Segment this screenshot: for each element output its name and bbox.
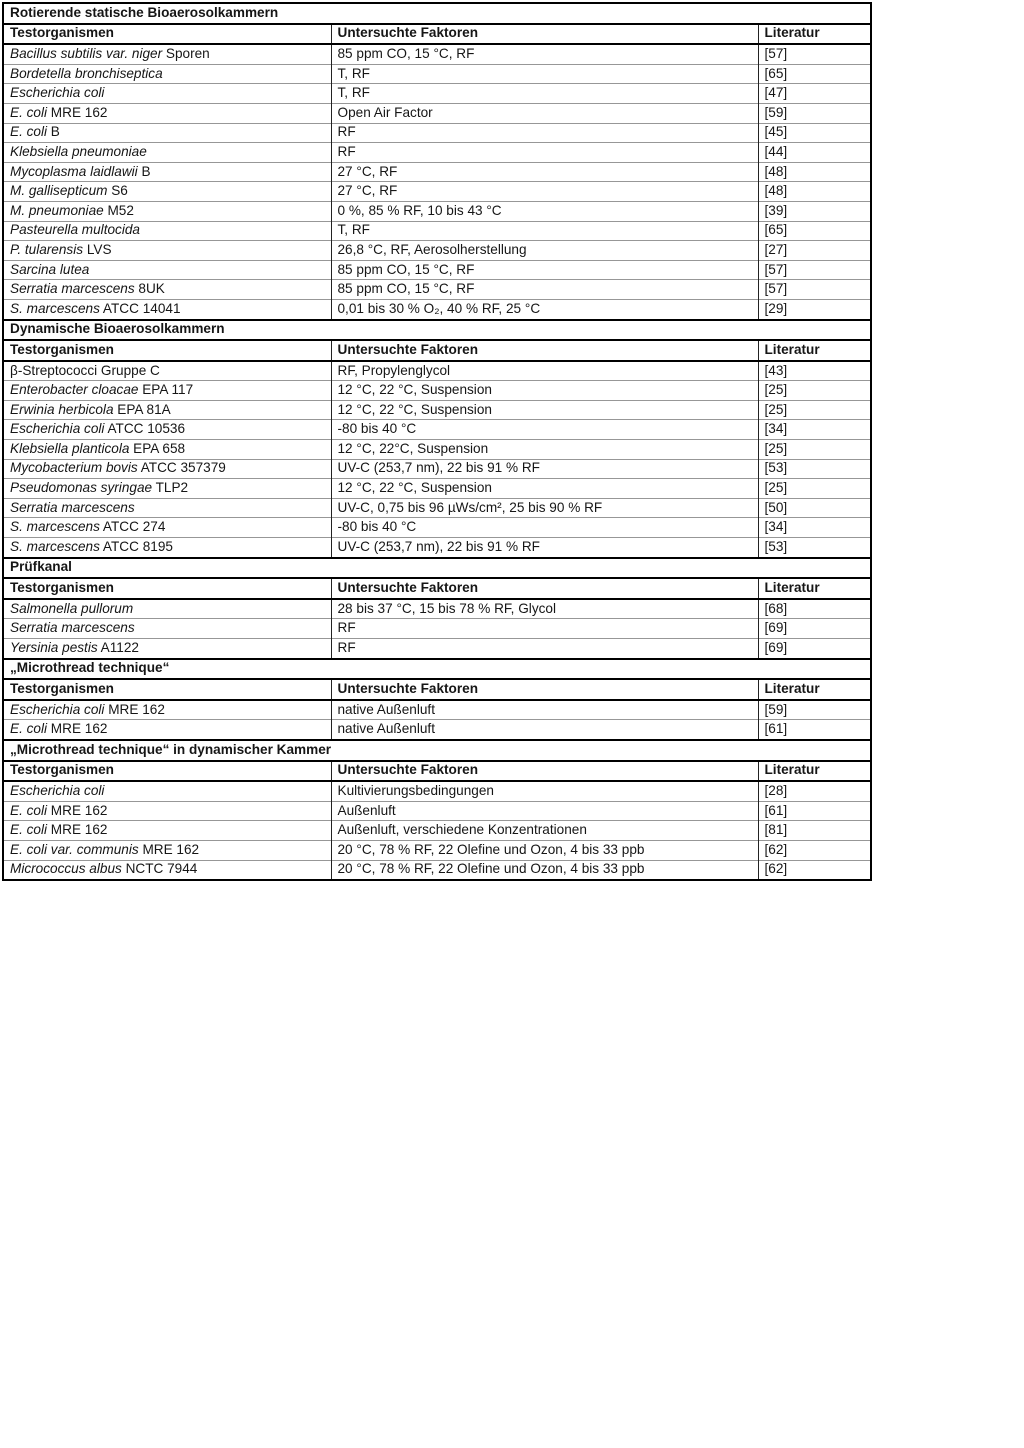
organism-cell bbox=[3, 599, 331, 619]
factors-cell: Kultivierungsbedingungen bbox=[331, 781, 758, 801]
organism-name: Enterobacter cloacae bbox=[10, 382, 139, 398]
factors-cell: RF bbox=[331, 143, 758, 163]
table-row bbox=[3, 599, 871, 619]
organism-strain: TLP2 bbox=[152, 480, 189, 496]
table-row bbox=[3, 280, 871, 300]
literatur-cell: [47] bbox=[758, 84, 871, 104]
literatur-cell: [48] bbox=[758, 182, 871, 202]
organism-cell bbox=[3, 260, 331, 280]
column-header-untersuchte-faktoren: Untersuchte Faktoren bbox=[331, 578, 758, 599]
organism-cell bbox=[3, 280, 331, 300]
factors-cell: RF, Propylenglycol bbox=[331, 361, 758, 381]
organism-strain: M52 bbox=[103, 202, 134, 218]
section-title: Rotierende statische Bioaerosolkammern bbox=[3, 3, 871, 24]
organism-name: M. gallisepticum bbox=[10, 183, 108, 199]
literatur-cell: [27] bbox=[758, 241, 871, 261]
factors-cell: T, RF bbox=[331, 84, 758, 104]
organism-cell bbox=[3, 538, 331, 558]
organism-cell bbox=[3, 400, 331, 420]
organism-cell bbox=[3, 299, 331, 319]
organism-strain: MRE 162 bbox=[104, 701, 165, 717]
organism-cell bbox=[3, 720, 331, 740]
literatur-cell: [50] bbox=[758, 498, 871, 518]
organism-cell bbox=[3, 518, 331, 538]
table-row bbox=[3, 400, 871, 420]
factors-cell: 85 ppm CO, 15 °C, RF bbox=[331, 280, 758, 300]
organism-name: P. tularensis bbox=[10, 241, 84, 257]
table-row bbox=[3, 381, 871, 401]
factors-cell: 12 °C, 22°C, Suspension bbox=[331, 440, 758, 460]
bioaerosol-test-table bbox=[2, 2, 872, 881]
organism-cell bbox=[3, 103, 331, 123]
factors-cell: 28 bis 37 °C, 15 bis 78 % RF, Glycol bbox=[331, 599, 758, 619]
table-row bbox=[3, 720, 871, 740]
factors-cell: Open Air Factor bbox=[331, 103, 758, 123]
organism-strain: B bbox=[47, 124, 60, 140]
table-row bbox=[3, 420, 871, 440]
organism-name: E. coli bbox=[10, 822, 48, 838]
literatur-cell: [48] bbox=[758, 162, 871, 182]
factors-cell: UV-C (253,7 nm), 22 bis 91 % RF bbox=[331, 538, 758, 558]
factors-cell: 26,8 °C, RF, Aerosolherstellung bbox=[331, 241, 758, 261]
column-header-untersuchte-faktoren: Untersuchte Faktoren bbox=[331, 24, 758, 45]
organism-strain: ATCC 14041 bbox=[99, 300, 181, 316]
literatur-cell: [69] bbox=[758, 639, 871, 659]
organism-strain: B bbox=[137, 163, 151, 179]
organism-strain: EPA 117 bbox=[138, 382, 194, 398]
column-header-testorganismen: Testorganismen bbox=[3, 24, 331, 45]
column-header-untersuchte-faktoren: Untersuchte Faktoren bbox=[331, 679, 758, 700]
literatur-cell: [61] bbox=[758, 801, 871, 821]
column-header-literatur: Literatur bbox=[758, 578, 871, 599]
table-row bbox=[3, 162, 871, 182]
organism-name: E. coli bbox=[10, 104, 48, 120]
organism-cell bbox=[3, 840, 331, 860]
table-row bbox=[3, 260, 871, 280]
organism-cell bbox=[3, 700, 331, 720]
organism-name: E. coli var. communis bbox=[10, 841, 139, 857]
organism-name: Escherichia coli bbox=[10, 782, 105, 798]
organism-strain: β-Streptococci Gruppe C bbox=[10, 362, 160, 378]
factors-cell: 85 ppm CO, 15 °C, RF bbox=[331, 44, 758, 64]
section-title: Dynamische Bioaerosolkammern bbox=[3, 320, 871, 341]
table-row bbox=[3, 821, 871, 841]
table-row bbox=[3, 103, 871, 123]
table-row bbox=[3, 64, 871, 84]
literatur-cell: [59] bbox=[758, 700, 871, 720]
literatur-cell: [29] bbox=[758, 299, 871, 319]
column-header-untersuchte-faktoren: Untersuchte Faktoren bbox=[331, 340, 758, 361]
column-header-testorganismen: Testorganismen bbox=[3, 679, 331, 700]
literatur-cell: [45] bbox=[758, 123, 871, 143]
table-row bbox=[3, 538, 871, 558]
organism-name: Escherichia coli bbox=[10, 85, 105, 101]
column-header-testorganismen: Testorganismen bbox=[3, 761, 331, 782]
literatur-cell: [57] bbox=[758, 260, 871, 280]
organism-cell bbox=[3, 821, 331, 841]
organism-name: Erwinia herbicola bbox=[10, 401, 114, 417]
literatur-cell: [25] bbox=[758, 400, 871, 420]
table-row bbox=[3, 241, 871, 261]
factors-cell: 20 °C, 78 % RF, 22 Olefine und Ozon, 4 bis 33 ppb bbox=[331, 860, 758, 880]
literatur-cell: [25] bbox=[758, 381, 871, 401]
factors-cell: UV-C, 0,75 bis 96 µWs/cm², 25 bis 90 % RF bbox=[331, 498, 758, 518]
section-title: „Microthread technique“ bbox=[3, 659, 871, 680]
factors-cell: 12 °C, 22 °C, Suspension bbox=[331, 400, 758, 420]
literatur-cell: [53] bbox=[758, 459, 871, 479]
table-row bbox=[3, 639, 871, 659]
organism-name: Escherichia coli bbox=[10, 421, 105, 437]
factors-cell: 0,01 bis 30 % O₂, 40 % RF, 25 °C bbox=[331, 299, 758, 319]
factors-cell: T, RF bbox=[331, 64, 758, 84]
organism-cell bbox=[3, 498, 331, 518]
organism-name: Salmonella pullorum bbox=[10, 600, 134, 616]
organism-strain: LVS bbox=[83, 241, 112, 257]
literatur-cell: [69] bbox=[758, 619, 871, 639]
factors-cell: 85 ppm CO, 15 °C, RF bbox=[331, 260, 758, 280]
factors-cell: 27 °C, RF bbox=[331, 162, 758, 182]
table-row bbox=[3, 840, 871, 860]
section-title: Prüfkanal bbox=[3, 558, 871, 579]
section-row bbox=[3, 320, 871, 341]
organism-strain: EPA 81A bbox=[113, 401, 171, 417]
factors-cell: -80 bis 40 °C bbox=[331, 420, 758, 440]
table-row bbox=[3, 479, 871, 499]
column-header-testorganismen: Testorganismen bbox=[3, 340, 331, 361]
organism-name: Serratia marcescens bbox=[10, 281, 135, 297]
literatur-cell: [57] bbox=[758, 280, 871, 300]
organism-cell bbox=[3, 64, 331, 84]
table-row bbox=[3, 700, 871, 720]
organism-strain: ATCC 357379 bbox=[137, 460, 226, 476]
organism-strain: 8UK bbox=[134, 281, 165, 297]
organism-cell bbox=[3, 241, 331, 261]
factors-cell: 27 °C, RF bbox=[331, 182, 758, 202]
organism-cell bbox=[3, 361, 331, 381]
organism-cell bbox=[3, 860, 331, 880]
table-row bbox=[3, 44, 871, 64]
factors-cell: 20 °C, 78 % RF, 22 Olefine und Ozon, 4 bis 33 ppb bbox=[331, 840, 758, 860]
table-row bbox=[3, 781, 871, 801]
table-row bbox=[3, 860, 871, 880]
factors-cell: RF bbox=[331, 639, 758, 659]
organism-name: Pasteurella multocida bbox=[10, 222, 140, 238]
factors-cell: 0 %, 85 % RF, 10 bis 43 °C bbox=[331, 201, 758, 221]
literatur-cell: [62] bbox=[758, 860, 871, 880]
organism-name: Escherichia coli bbox=[10, 701, 105, 717]
organism-cell bbox=[3, 182, 331, 202]
section-row bbox=[3, 3, 871, 24]
literatur-cell: [34] bbox=[758, 420, 871, 440]
organism-strain: MRE 162 bbox=[47, 822, 108, 838]
column-header-literatur: Literatur bbox=[758, 24, 871, 45]
table-row bbox=[3, 518, 871, 538]
organism-name: Klebsiella planticola bbox=[10, 440, 130, 456]
section-title: „Microthread technique“ in dynamischer Kammer bbox=[3, 740, 871, 761]
organism-cell bbox=[3, 781, 331, 801]
organism-name: S. marcescens bbox=[10, 519, 100, 535]
organism-name: Yersinia pestis bbox=[10, 639, 98, 655]
literatur-cell: [39] bbox=[758, 201, 871, 221]
literatur-cell: [61] bbox=[758, 720, 871, 740]
organism-cell bbox=[3, 381, 331, 401]
literatur-cell: [53] bbox=[758, 538, 871, 558]
column-header-literatur: Literatur bbox=[758, 761, 871, 782]
organism-cell bbox=[3, 123, 331, 143]
literatur-cell: [57] bbox=[758, 44, 871, 64]
organism-name: S. marcescens bbox=[10, 300, 100, 316]
organism-cell bbox=[3, 162, 331, 182]
organism-cell bbox=[3, 639, 331, 659]
factors-cell: RF bbox=[331, 619, 758, 639]
factors-cell: T, RF bbox=[331, 221, 758, 241]
table-row bbox=[3, 201, 871, 221]
table-row bbox=[3, 84, 871, 104]
organism-name: Serratia marcescens bbox=[10, 620, 135, 636]
literatur-cell: [65] bbox=[758, 64, 871, 84]
organism-strain: NCTC 7944 bbox=[121, 861, 198, 877]
organism-name: Pseudomonas syringae bbox=[10, 480, 153, 496]
table-row bbox=[3, 221, 871, 241]
organism-name: Sarcina lutea bbox=[10, 261, 90, 277]
column-header-testorganismen: Testorganismen bbox=[3, 578, 331, 599]
table-row bbox=[3, 440, 871, 460]
column-header-row bbox=[3, 340, 871, 361]
organism-strain: EPA 658 bbox=[129, 440, 186, 456]
column-header-row bbox=[3, 578, 871, 599]
literatur-cell: [81] bbox=[758, 821, 871, 841]
literatur-cell: [25] bbox=[758, 440, 871, 460]
column-header-untersuchte-faktoren: Untersuchte Faktoren bbox=[331, 761, 758, 782]
factors-cell: 12 °C, 22 °C, Suspension bbox=[331, 479, 758, 499]
section-row bbox=[3, 740, 871, 761]
table-row bbox=[3, 143, 871, 163]
organism-strain: MRE 162 bbox=[138, 841, 200, 857]
factors-cell: -80 bis 40 °C bbox=[331, 518, 758, 538]
section-row bbox=[3, 659, 871, 680]
organism-strain: S6 bbox=[107, 183, 128, 199]
factors-cell: RF bbox=[331, 123, 758, 143]
literatur-cell: [34] bbox=[758, 518, 871, 538]
organism-cell bbox=[3, 459, 331, 479]
table-row bbox=[3, 459, 871, 479]
table-row bbox=[3, 123, 871, 143]
organism-strain: ATCC 8195 bbox=[99, 538, 173, 554]
factors-cell: Außenluft, verschiedene Konzentrationen bbox=[331, 821, 758, 841]
organism-cell bbox=[3, 801, 331, 821]
column-header-row bbox=[3, 24, 871, 45]
column-header-literatur: Literatur bbox=[758, 340, 871, 361]
organism-name: Bacillus subtilis var. niger bbox=[10, 46, 163, 61]
organism-cell bbox=[3, 44, 331, 64]
literatur-cell: [65] bbox=[758, 221, 871, 241]
organism-name: Serratia marcescens bbox=[10, 499, 135, 515]
organism-cell bbox=[3, 440, 331, 460]
literatur-cell: [59] bbox=[758, 103, 871, 123]
factors-cell: native Außenluft bbox=[331, 720, 758, 740]
factors-cell: UV-C (253,7 nm), 22 bis 91 % RF bbox=[331, 459, 758, 479]
organism-cell bbox=[3, 619, 331, 639]
organism-name: E. coli bbox=[10, 721, 48, 737]
organism-strain: ATCC 10536 bbox=[104, 421, 186, 437]
table-row bbox=[3, 498, 871, 518]
literatur-cell: [43] bbox=[758, 361, 871, 381]
organism-name: Mycoplasma laidlawii bbox=[10, 163, 138, 179]
organism-cell bbox=[3, 420, 331, 440]
literatur-cell: [62] bbox=[758, 840, 871, 860]
column-header-row bbox=[3, 761, 871, 782]
organism-cell bbox=[3, 143, 331, 163]
organism-strain: A1122 bbox=[97, 639, 139, 655]
column-header-literatur: Literatur bbox=[758, 679, 871, 700]
organism-name: Mycobacterium bovis bbox=[10, 460, 138, 476]
table-row bbox=[3, 619, 871, 639]
column-header-row bbox=[3, 679, 871, 700]
organism-strain: ATCC 274 bbox=[99, 519, 166, 535]
organism-cell bbox=[3, 479, 331, 499]
literatur-cell: [28] bbox=[758, 781, 871, 801]
organism-name: Bordetella bronchiseptica bbox=[10, 65, 163, 81]
factors-cell: 12 °C, 22 °C, Suspension bbox=[331, 381, 758, 401]
literatur-cell: [44] bbox=[758, 143, 871, 163]
organism-cell bbox=[3, 201, 331, 221]
factors-cell: native Außenluft bbox=[331, 700, 758, 720]
literatur-cell: [68] bbox=[758, 599, 871, 619]
table-row bbox=[3, 361, 871, 381]
organism-name: M. pneumoniae bbox=[10, 202, 104, 218]
organism-name: E. coli bbox=[10, 802, 48, 818]
table-row bbox=[3, 299, 871, 319]
organism-name: S. marcescens bbox=[10, 538, 100, 554]
organism-strain: MRE 162 bbox=[47, 721, 108, 737]
organism-cell bbox=[3, 84, 331, 104]
table-row bbox=[3, 182, 871, 202]
organism-cell bbox=[3, 221, 331, 241]
organism-name: Micrococcus albus bbox=[10, 861, 122, 877]
section-row bbox=[3, 558, 871, 579]
literatur-cell: [25] bbox=[758, 479, 871, 499]
organism-strain: Sporen bbox=[162, 46, 210, 61]
factors-cell: Außenluft bbox=[331, 801, 758, 821]
table-row bbox=[3, 801, 871, 821]
organism-name: Klebsiella pneumoniae bbox=[10, 143, 147, 159]
organism-name: E. coli bbox=[10, 124, 48, 140]
organism-strain: MRE 162 bbox=[47, 104, 108, 120]
organism-strain: MRE 162 bbox=[47, 802, 108, 818]
